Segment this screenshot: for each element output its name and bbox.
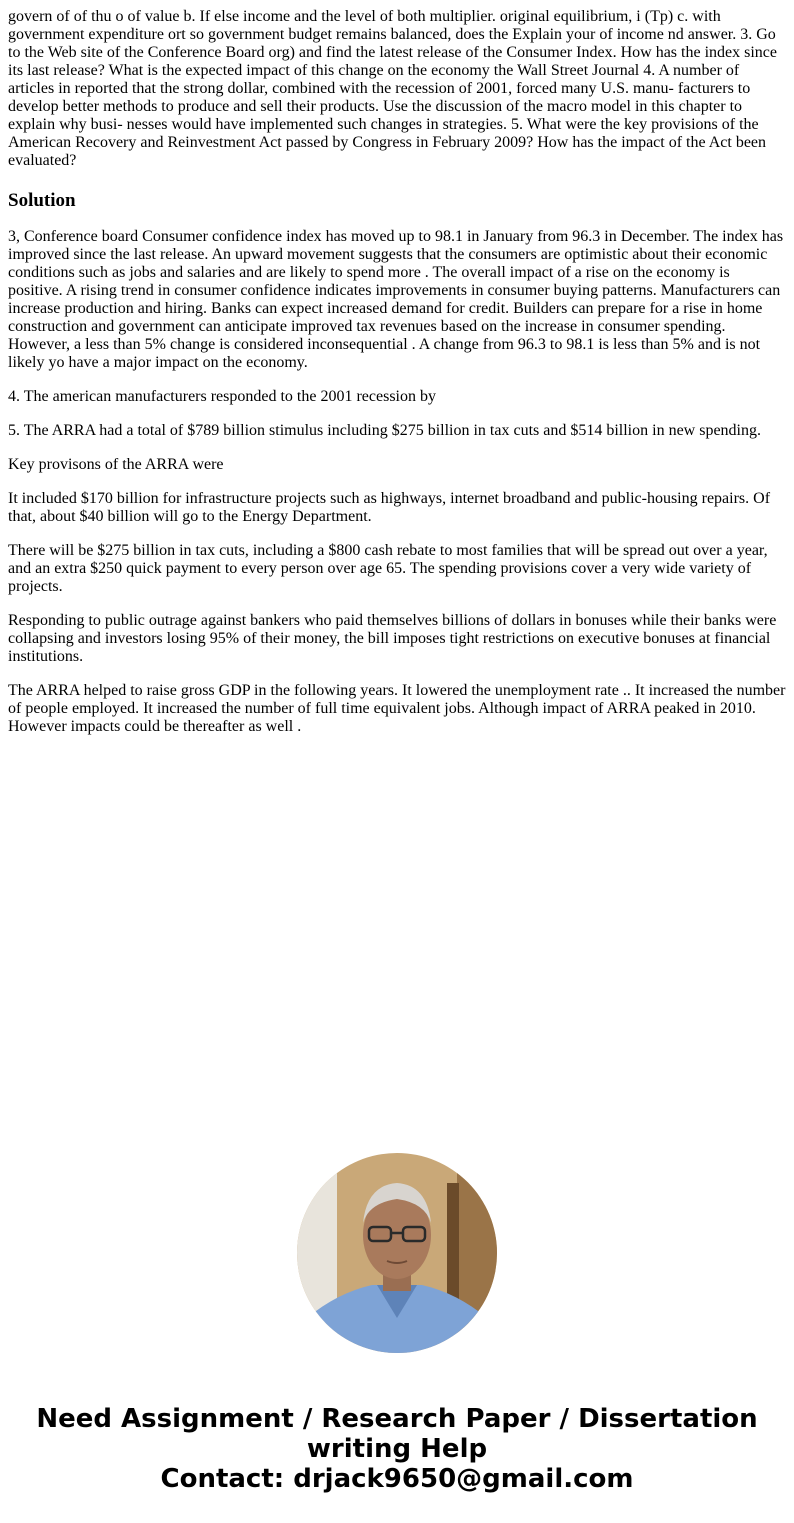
solution-paragraph: It included $170 billion for infrastructure projects such as highways, internet broadband and public-housing repairs. Of that, about $40 billion will go to the Energy Department.: [8, 490, 771, 525]
person-photo-icon: [297, 1153, 497, 1353]
solution-heading: Solution: [8, 190, 76, 211]
solution-paragraph: 4. The american manufacturers responded to the 2001 recession by: [8, 388, 436, 405]
solution-paragraph: The ARRA helped to raise gross GDP in the following years. It lowered the unemployment rate .. It increased the number of people employed. It increased the number of full time equivalent jobs. Although impact of ARRA peaked in 2010. However impacts could be thereafter as well .: [8, 682, 786, 735]
solution-paragraph: There will be $275 billion in tax cuts, including a $800 cash rebate to most families that will be spread out over a year, and an extra $250 quick payment to every person over age 65. The spending provisions cover a very wide variety of projects.: [8, 542, 768, 595]
footer-line: writing Help: [306, 1434, 488, 1464]
footer-banner: [0, 1404, 794, 1494]
solution-paragraph: Responding to public outrage against bankers who paid themselves billions of dollars in bonuses while their banks were collapsing and investors losing 95% of their money, the bill imposes tight restrictions on executive bonuses at financial institutions.: [8, 612, 777, 665]
solution-paragraph: Key provisons of the ARRA were: [8, 456, 224, 473]
author-avatar: [297, 1153, 497, 1353]
solution-paragraph: 5. The ARRA had a total of $789 billion stimulus including $275 billion in tax cuts and $514 billion in new spending.: [8, 422, 761, 439]
footer-line: Need Assignment / Research Paper / Dissertation: [36, 1404, 758, 1434]
contact-email: Contact: drjack9650@gmail.com: [160, 1464, 634, 1494]
question-text: govern of of thu o of value b. If else income and the level of both multiplier. original equilibrium, i (Tp) c. with government expenditure ort so government budget remains balanced, does the Explain your of income nd answer. 3. Go to the Web site of the Conference Board org) and find the latest release of the Consumer Index. How has the index since its last release? What is the expected impact of this change on the economy the Wall Street Journal 4. A number of articles in reported that the strong dollar, combined with the recession of 2001, forced many U.S. manu- facturers to develop better methods to produce and sell their products. Use the discussion of the macro model in this chapter to explain why busi- nesses would have implemented such changes in strategies. 5. What were the key provisions of the American Recovery and Reinvestment Act passed by Congress in February 2009? How has the impact of the Act been evaluated?: [8, 8, 777, 169]
solution-paragraph: 3, Conference board Consumer confidence index has moved up to 98.1 in January from 96.3 in December. The index has improved since the last release. An upward movement suggests that the consumers are optimistic about their economic conditions such as jobs and salaries and are likely to spend more . The overall impact of a rise on the economy is positive. A rising trend in consumer confidence indicates improvements in consumer buying patterns. Manufacturers can increase production and hiring. Banks can expect increased demand for credit. Builders can prepare for a rise in home construction and government can anticipate improved tax revenues based on the increase in consumer spending. However, a less than 5% change is considered inconsequential . A change from 96.3 to 98.1 is less than 5% and is not likely yo have a major impact on the economy.: [8, 228, 784, 371]
document-body: [8, 8, 787, 752]
